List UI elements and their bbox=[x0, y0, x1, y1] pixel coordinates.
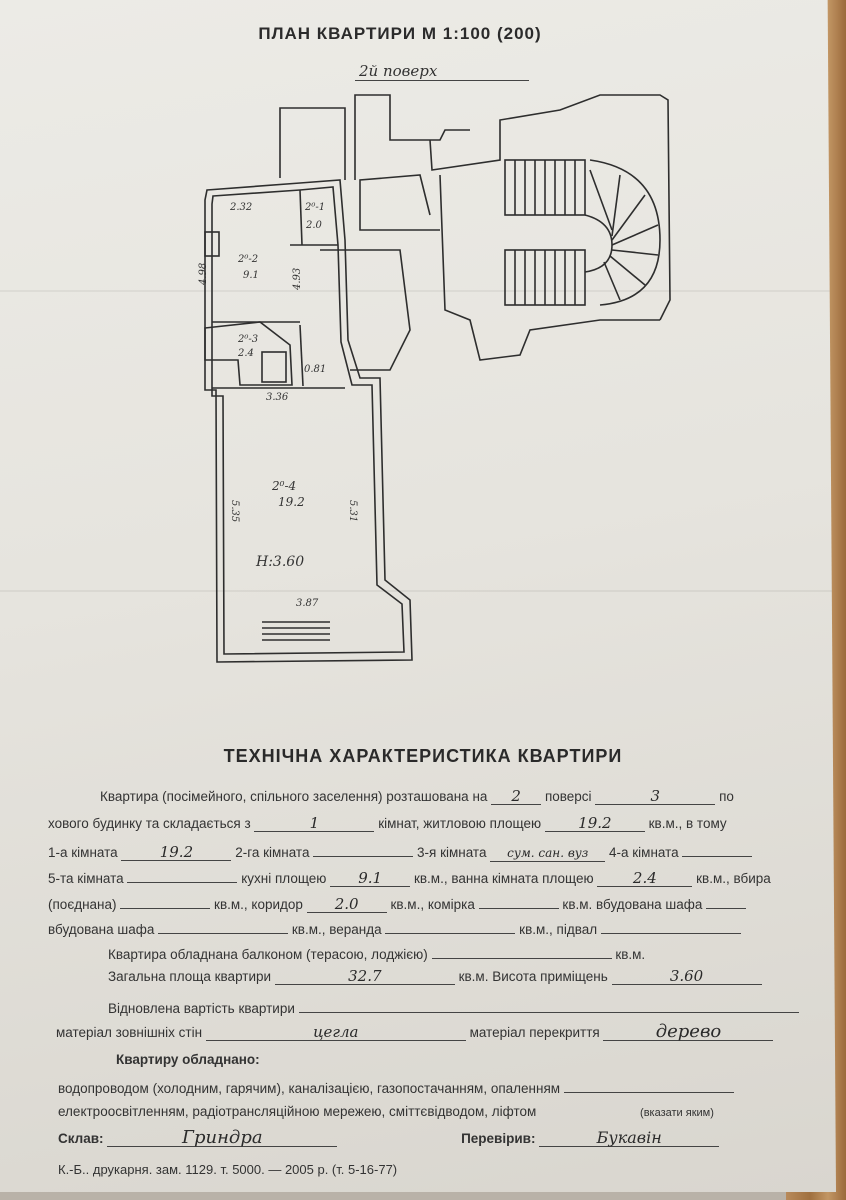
form-label: хового будинку та складається з bbox=[48, 816, 251, 831]
blank-field-line bbox=[385, 917, 515, 934]
dim-big-left: 5.35 bbox=[229, 500, 240, 523]
tech-line-7 bbox=[108, 942, 645, 962]
room1-area: 2.0 bbox=[306, 220, 322, 231]
room3-label: 2⁰-3 bbox=[238, 334, 259, 345]
plan-neighbor-wall bbox=[360, 175, 440, 230]
form-label: кв.м., веранда bbox=[291, 922, 382, 937]
blank-field-line bbox=[432, 942, 612, 959]
blank-field-line bbox=[120, 892, 210, 909]
printer-footer: К.-Б.. друкарня. зам. 1129. т. 5000. — 2005 р. (т. 5-16-77) bbox=[58, 1162, 398, 1177]
room3-note: сум. сан. вуз bbox=[490, 845, 605, 862]
form-label: 1-а кімната bbox=[48, 845, 118, 860]
tech-line-12 bbox=[58, 1076, 734, 1096]
tech-line-3 bbox=[48, 840, 752, 862]
plan-title: ПЛАН КВАРТИРИ М 1:100 (200) bbox=[258, 24, 542, 43]
blank-field-line bbox=[564, 1076, 734, 1093]
tech-title: ТЕХНІЧНА ХАРАКТЕРИСТИКА КВАРТИРИ bbox=[223, 746, 623, 766]
plan-stairs-step bbox=[590, 170, 612, 230]
plan-neighbor-wall bbox=[430, 95, 670, 320]
form-label: кв.м., підвал bbox=[519, 922, 598, 937]
blank-field-line bbox=[706, 892, 746, 909]
room4-label: 2⁰-4 bbox=[272, 479, 297, 493]
tech-line-11: Квартиру обладнано: bbox=[116, 1052, 260, 1067]
wall-material-value: цегла bbox=[206, 1024, 466, 1041]
form-label: Квартира (посімейного, спільного заселення) розташована на bbox=[100, 789, 488, 804]
form-label: Склав: bbox=[58, 1131, 104, 1146]
floor-material-value: дерево bbox=[603, 1024, 773, 1041]
plan-wall bbox=[300, 190, 302, 245]
blank-field-line bbox=[682, 840, 752, 857]
room1-value: 19.2 bbox=[121, 844, 231, 861]
dim-height-a: 4.93 bbox=[292, 267, 303, 290]
tech-line-6 bbox=[48, 917, 741, 937]
kitchen-area-value: 9.1 bbox=[330, 870, 410, 887]
plan-neighbor-wall bbox=[320, 250, 410, 370]
total-floors-value: 3 bbox=[595, 788, 715, 805]
form-label: кв.м. Висота приміщень bbox=[458, 969, 608, 984]
ceiling-height: H:3.60 bbox=[256, 554, 305, 570]
room2-area: 9.1 bbox=[243, 270, 259, 281]
form-label: Загальна площа квартири bbox=[108, 969, 272, 984]
tech-line-9 bbox=[108, 996, 799, 1016]
plan-stairs-step bbox=[610, 256, 645, 285]
form-label: матеріал зовнішніх стін bbox=[56, 1025, 203, 1040]
plan-stairs-step bbox=[604, 262, 620, 300]
form-label: кв.м. вбудована шафа bbox=[562, 897, 703, 912]
dim-big-right: 5.31 bbox=[347, 500, 358, 523]
form-label: водопроводом (холодним, гарячим), каналізацією, газопостачанням, опаленням bbox=[58, 1081, 561, 1096]
blank-field-line bbox=[299, 996, 799, 1013]
blank-field-line bbox=[601, 917, 741, 934]
verifier-signature: Букавін bbox=[539, 1130, 719, 1147]
room4-area: 19.2 bbox=[278, 495, 305, 509]
form-label: Відновлена вартість квартири bbox=[108, 1001, 295, 1016]
form-label: 3-я кімната bbox=[417, 845, 487, 860]
corridor-area-value: 2.0 bbox=[307, 896, 387, 913]
form-label: 2-га кімната bbox=[235, 845, 310, 860]
dim-width-bottom: 3.87 bbox=[296, 598, 319, 609]
form-label: кв.м., ванна кімната площею bbox=[413, 871, 594, 886]
plan-stairs-arc bbox=[585, 215, 612, 272]
tech-line-10 bbox=[56, 1021, 773, 1042]
form-label: кв.м., комірка bbox=[390, 897, 475, 912]
form-label: кв.м. bbox=[615, 947, 646, 962]
form-label: 4-а кімната bbox=[609, 845, 679, 860]
specify-note: (вказати яким) bbox=[640, 1107, 714, 1119]
form-label: кімнат, житловою площею bbox=[378, 816, 542, 831]
blank-field-line bbox=[479, 892, 559, 909]
total-area-value: 32.7 bbox=[275, 968, 455, 985]
form-label: кв.м., вбира bbox=[696, 871, 771, 886]
form-label: кв.м., коридор bbox=[214, 897, 303, 912]
floor-value: 2 bbox=[491, 788, 541, 805]
form-label: вбудована шафа bbox=[48, 922, 155, 937]
dim-side-a: 4.98 bbox=[198, 262, 209, 285]
plan-outline-wall bbox=[205, 180, 412, 662]
room2-label: 2⁰-2 bbox=[238, 254, 259, 265]
form-label: кв.м., в тому bbox=[648, 816, 727, 831]
room1-label: 2⁰-1 bbox=[305, 202, 326, 213]
floor-handwritten: 2й поверх bbox=[355, 62, 529, 81]
form-label: кухні площею bbox=[241, 871, 327, 886]
form-label: матеріал перекриття bbox=[469, 1025, 600, 1040]
dim-width-mid: 3.36 bbox=[266, 392, 289, 403]
plan-stairs-step bbox=[612, 175, 620, 236]
room3-area: 2.4 bbox=[238, 348, 254, 359]
blank-field-line bbox=[127, 866, 237, 883]
form-label: (поєднана) bbox=[48, 897, 117, 912]
plan-stairs-arc bbox=[590, 160, 660, 305]
tech-line-5 bbox=[48, 892, 746, 913]
tech-line-4 bbox=[48, 866, 771, 887]
plan-wall bbox=[300, 325, 303, 386]
dim-top-small: 2.32 bbox=[230, 202, 253, 213]
form-label: електроосвітленням, радіотрансляційною мережею, сміттєвідводом, ліфтом bbox=[58, 1104, 537, 1119]
tech-line-2 bbox=[48, 815, 727, 832]
blank-field-line bbox=[158, 917, 288, 934]
signature-line bbox=[58, 1127, 838, 1148]
plan-neighbor-wall bbox=[280, 108, 345, 180]
plan-stairs-step bbox=[612, 250, 658, 255]
rooms-count-value: 1 bbox=[254, 815, 374, 832]
plan-neighbor-wall bbox=[440, 175, 660, 360]
dim-corridor: 0.81 bbox=[304, 364, 327, 375]
tech-line-13 bbox=[58, 1104, 714, 1119]
plan-stairs-step bbox=[612, 225, 658, 245]
living-area-value: 19.2 bbox=[545, 815, 645, 832]
bath-area-value: 2.4 bbox=[597, 870, 692, 887]
form-label: поверсі bbox=[544, 789, 592, 804]
form-label: 5-та кімната bbox=[48, 871, 124, 886]
tech-line-1 bbox=[100, 788, 734, 805]
tech-line-8 bbox=[108, 968, 762, 985]
ceiling-height-value: 3.60 bbox=[612, 968, 762, 985]
blank-field-line bbox=[313, 840, 413, 857]
form-label: Перевірив: bbox=[461, 1131, 536, 1146]
compiler-signature: Гриндра bbox=[107, 1130, 337, 1147]
form-label: по bbox=[719, 789, 734, 804]
plan-bath-fixture bbox=[262, 352, 286, 382]
form-label: Квартира обладнана балконом (терасою, лоджією) bbox=[108, 947, 428, 962]
